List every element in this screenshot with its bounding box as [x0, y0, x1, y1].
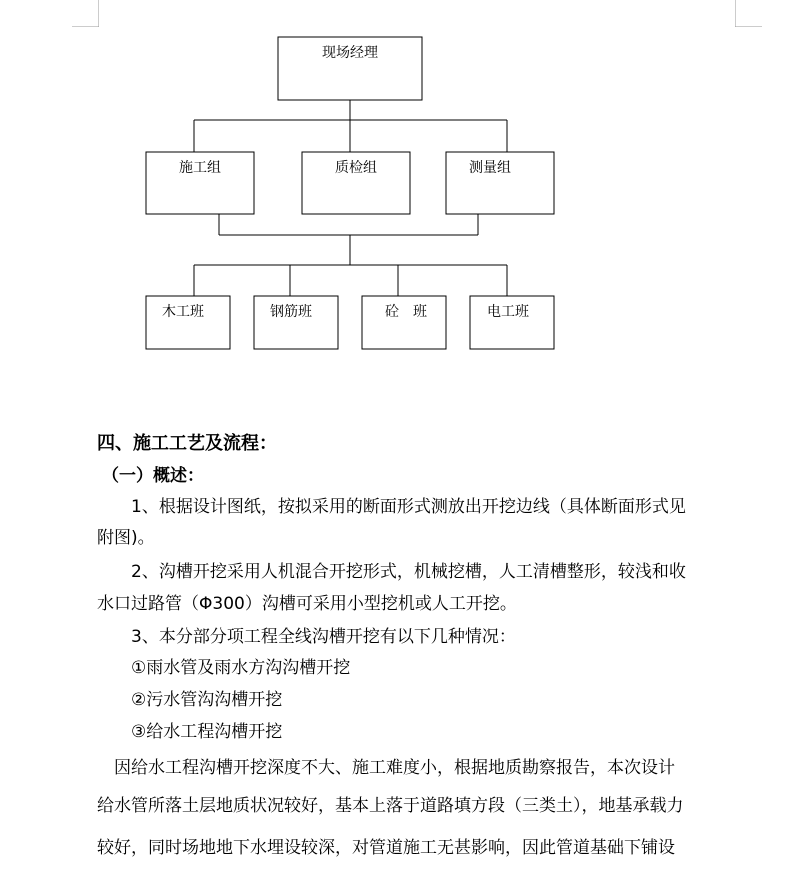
- paragraph-line: 较好，同时场地地下水埋设较深，对管道施工无甚影响，因此管道基础下铺设: [97, 838, 675, 858]
- org-node-label: 电工班: [487, 304, 529, 320]
- org-node-electrical-crew: [470, 296, 554, 349]
- org-node-label: 施工组: [179, 160, 221, 176]
- org-node-label: 钢筋班: [270, 304, 312, 320]
- paragraph-line: 水口过路管（Φ300）沟槽可采用小型挖机或人工开挖。: [97, 594, 517, 614]
- org-node-label: 木工班: [162, 304, 204, 320]
- org-node-rebar-crew: [254, 296, 338, 349]
- org-chart: [0, 0, 799, 400]
- paragraph-line: 附图)。: [97, 528, 155, 548]
- paragraph-line: 3、本分部分项工程全线沟槽开挖有以下几种情况：: [97, 627, 516, 647]
- section-heading: 四、施工工艺及流程：: [97, 433, 277, 454]
- org-node-carpentry-crew: [146, 296, 230, 349]
- org-node-concrete-crew: [362, 296, 446, 349]
- paragraph-line: 1、根据设计图纸，按拟采用的断面形式测放出开挖边线（具体断面形式见: [97, 497, 686, 517]
- org-node-survey-team: [446, 152, 554, 214]
- org-node-root-label: 现场经理: [322, 45, 378, 61]
- org-node-construction-team: [146, 152, 254, 214]
- org-node-label: 质检组: [335, 160, 377, 176]
- list-item: ②污水管沟沟槽开挖: [97, 690, 283, 710]
- list-item: ①雨水管及雨水方沟沟槽开挖: [97, 658, 351, 678]
- list-item: ③给水工程沟槽开挖: [97, 722, 283, 742]
- paragraph-line: 2、沟槽开挖采用人机混合开挖形式，机械挖槽，人工清槽整形，较浅和收: [97, 562, 686, 582]
- paragraph-line: 给水管所落土层地质状况较好，基本上落于道路填方段（三类土），地基承载力: [97, 796, 684, 816]
- section-subheading: （一）概述：: [102, 466, 204, 486]
- org-node-label: 砼 班: [385, 304, 427, 320]
- org-node-root: [278, 37, 422, 100]
- paragraph-line: 因给水工程沟槽开挖深度不大、施工难度小，根据地质勘察报告，本次设计: [97, 758, 675, 778]
- org-node-label: 测量组: [469, 160, 511, 176]
- org-node-quality-team: [302, 152, 410, 214]
